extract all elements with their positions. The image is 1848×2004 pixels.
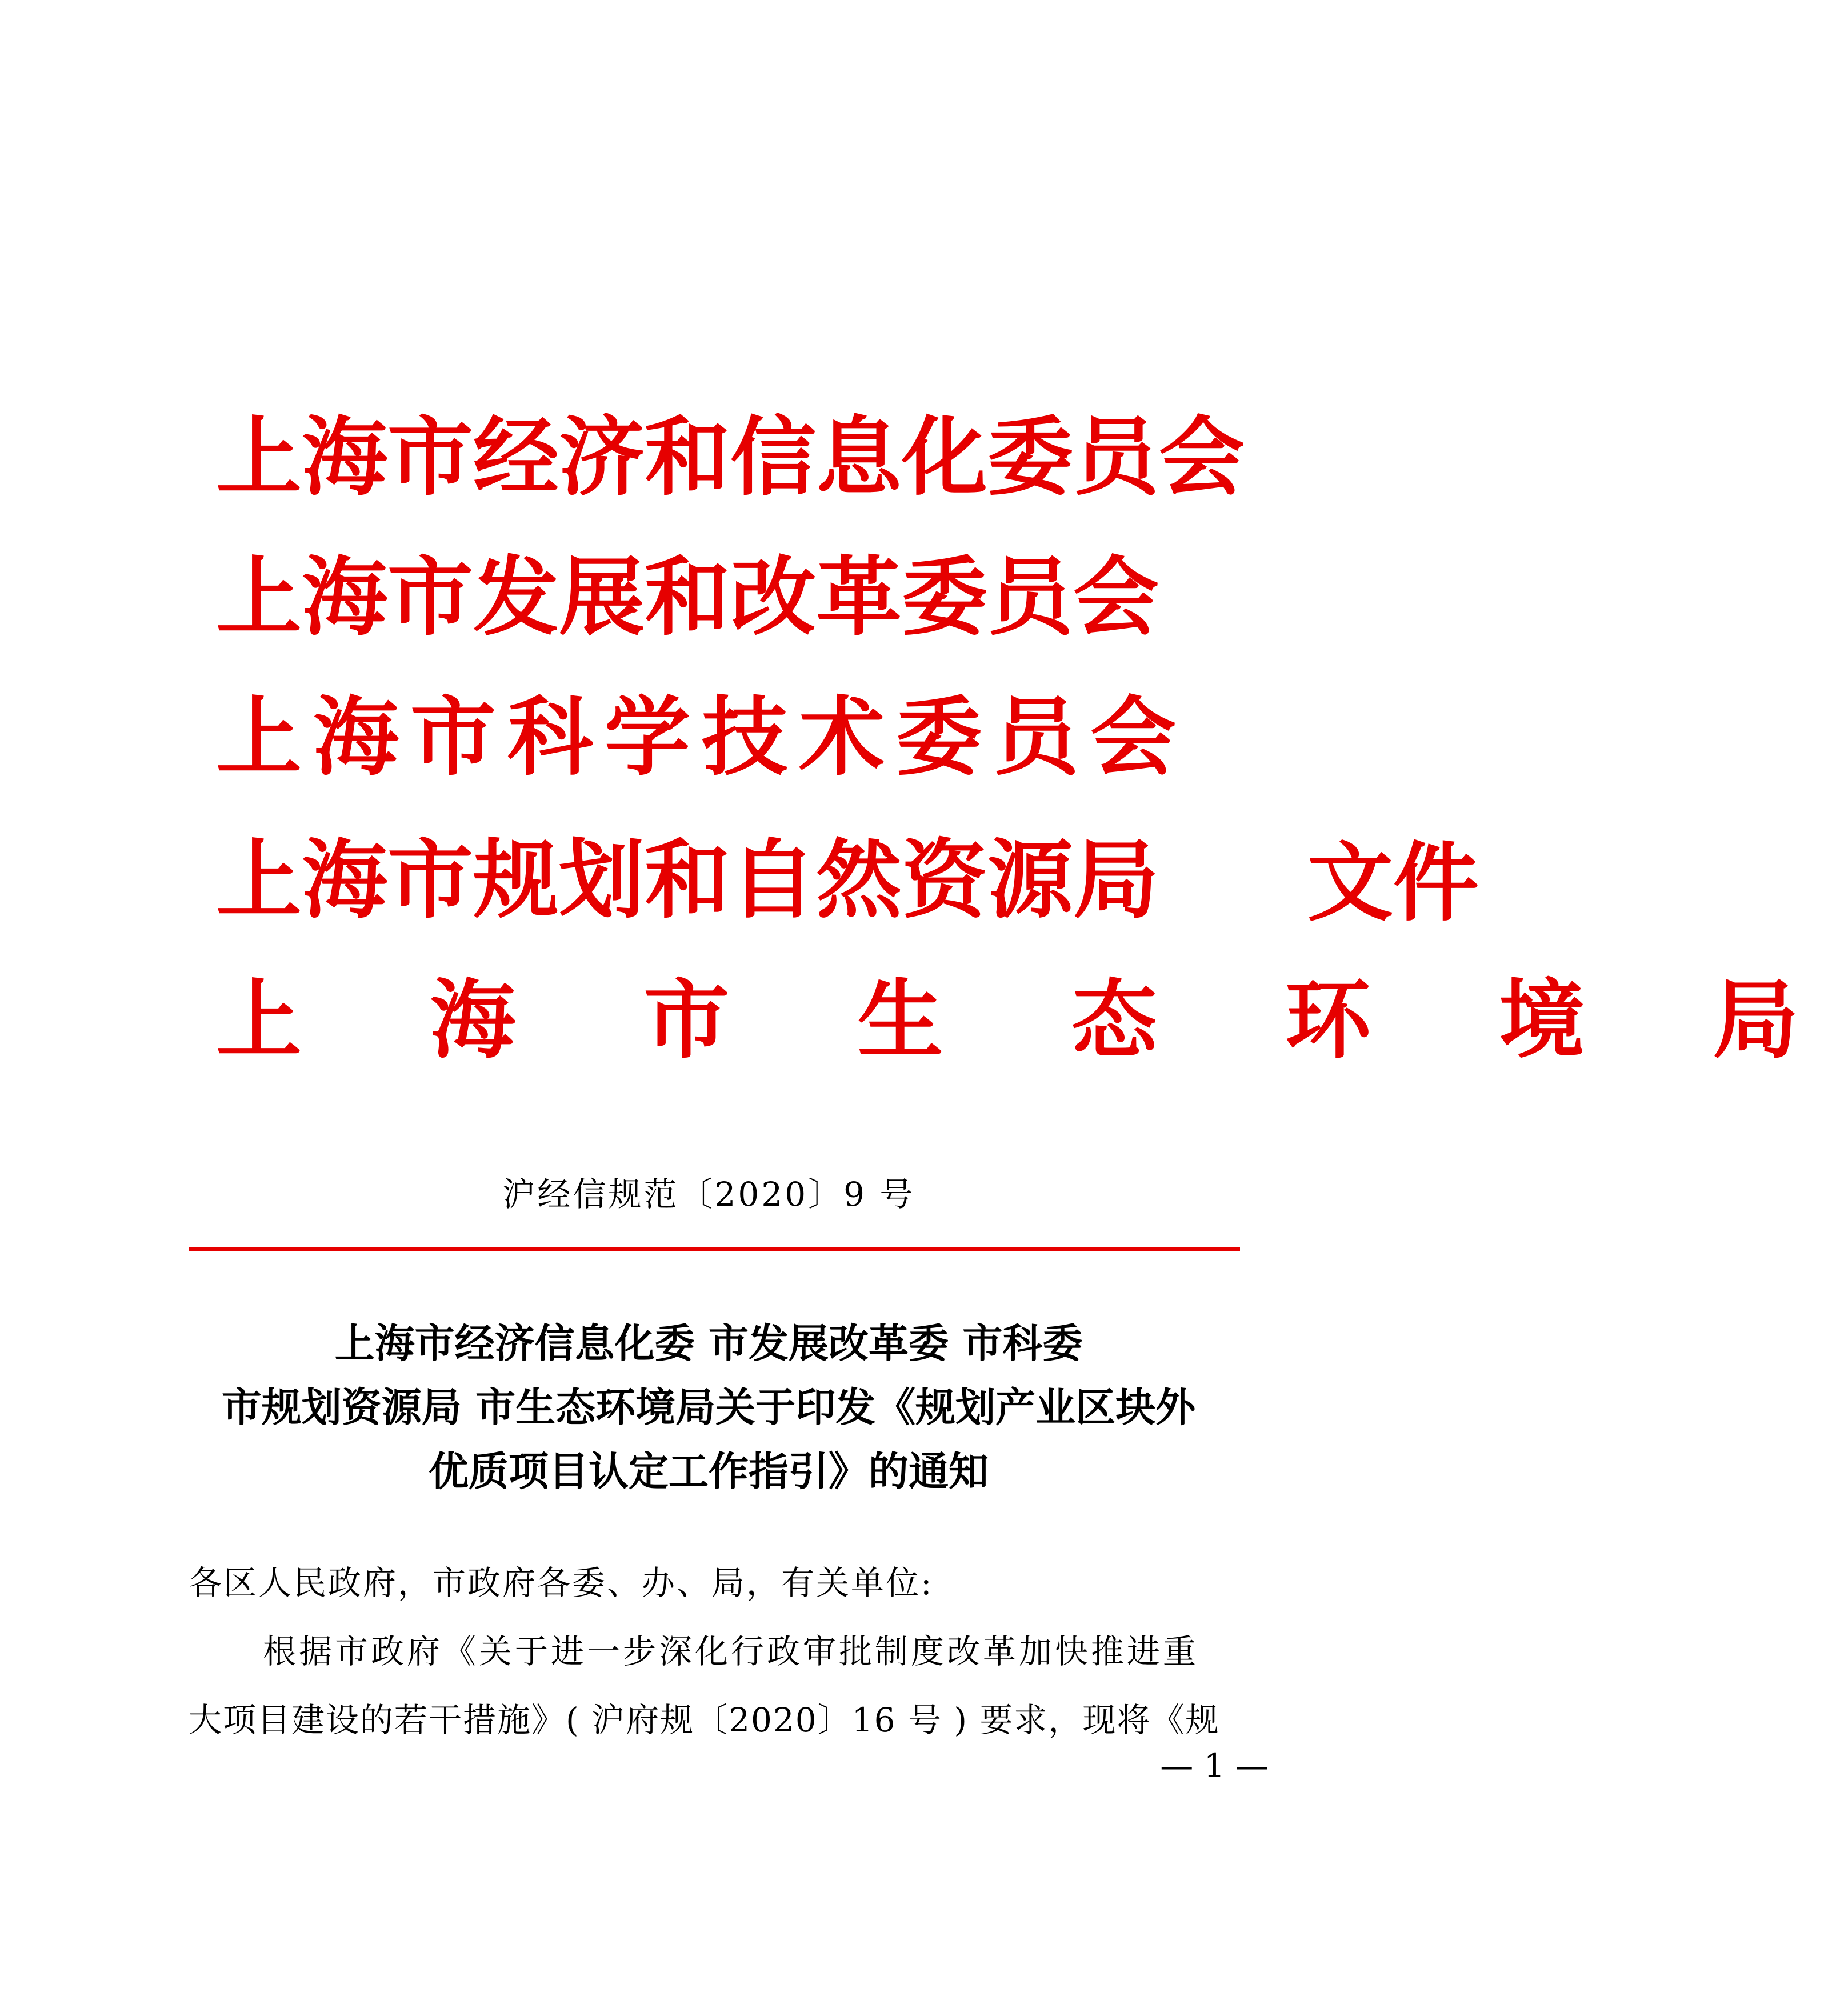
salutation: 各区人民政府，市政府各委、办、局，有关单位: [189,1563,934,1602]
red-divider-line [189,1247,1240,1251]
title-line: 市规划资源局 市生态环境局关于印发《规划产业区块外 [221,1383,1196,1431]
organization-name: 上海市规划和自然资源局 [216,830,1159,930]
title-line: 优质项目认定工作指引》的通知 [429,1447,989,1495]
document-number: 沪经信规范〔2020〕9 号 [502,1175,915,1214]
organization-name: 上 海 市 生 态 环 境 局 [216,970,1848,1070]
organization-name: 上海市科学技术委员会 [216,687,1188,787]
title-line: 上海市经济信息化委 市发展改革委 市科委 [334,1319,1083,1367]
body-paragraph-line: 大项目建设的若干措施》( 沪府规〔2020〕16 号 ) 要求，现将《规 [189,1701,1220,1739]
organization-name: 上海市发展和改革委员会 [216,547,1159,647]
page-number: — 1 — [1160,1746,1269,1785]
document-type-label: 文件 [1307,833,1479,933]
document-title [171,1311,1246,1503]
organization-name: 上海市经济和信息化委员会 [216,407,1245,507]
body-paragraph-line: 根据市政府《关于进一步深化行政审批制度改革加快推进重 [263,1632,1199,1671]
